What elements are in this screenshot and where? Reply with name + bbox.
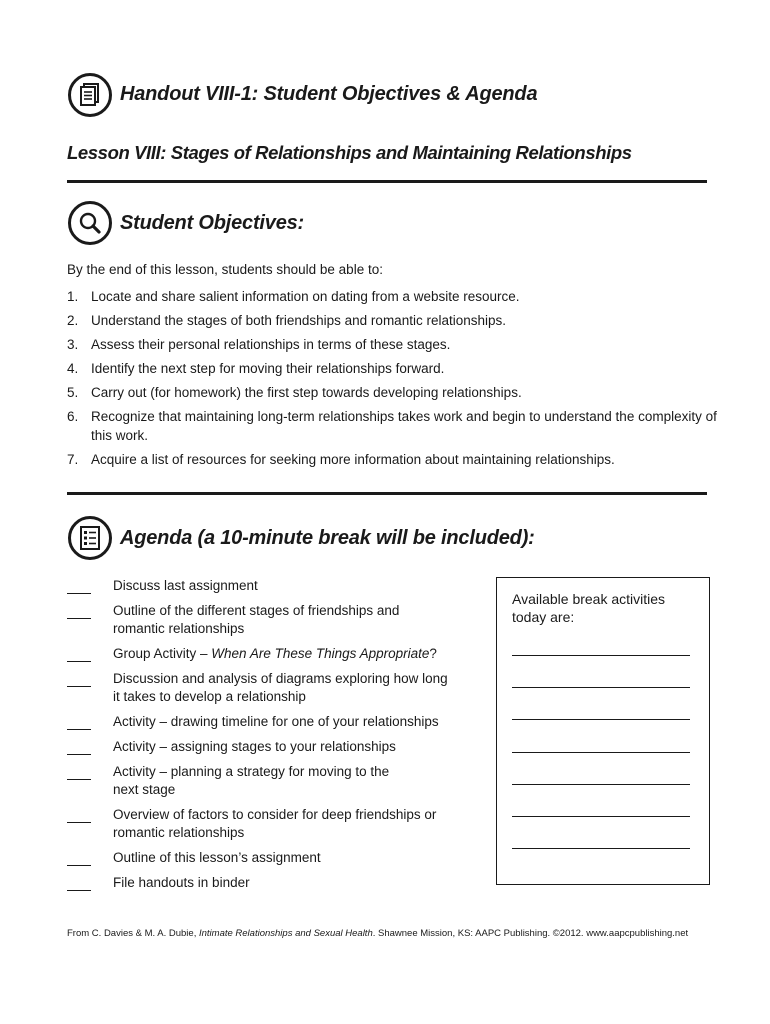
item-text: File handouts in binder <box>113 875 250 890</box>
handout-title: Handout VIII-1: Student Objectives & Agenda <box>120 83 538 105</box>
footer-suffix: . Shawnee Mission, KS: AAPC Publishing. ©2012. www.aapcpublishing.net <box>372 928 689 939</box>
item-text: Acquire a list of resources for seeking more information about maintaining relationships. <box>91 452 615 467</box>
list-item <box>67 602 497 638</box>
agenda-heading: Agenda (a 10-minute break will be included): <box>120 527 535 549</box>
write-in-line[interactable] <box>512 719 690 720</box>
item-number: 5. <box>67 385 79 400</box>
item-number: 3. <box>67 337 79 352</box>
agenda-list <box>67 577 497 899</box>
list-item <box>67 311 717 330</box>
list-item <box>67 849 497 867</box>
item-text-italic: When Are These Things Appropriate <box>211 646 430 661</box>
item-text: Outline of this lesson’s assignment <box>113 850 321 865</box>
item-number: 2. <box>67 313 79 328</box>
list-item <box>67 806 497 842</box>
checkoff-blank <box>67 876 91 891</box>
objectives-intro: By the end of this lesson, students should be able to: <box>67 262 383 277</box>
checkoff-blank <box>67 604 91 619</box>
write-in-line[interactable] <box>512 687 690 688</box>
break-activities-title: Available break activities today are: <box>512 591 666 625</box>
item-text: Activity – drawing timeline for one of your relationships <box>113 714 439 729</box>
list-item <box>67 407 717 445</box>
item-text <box>113 645 497 663</box>
item-text: Activity – planning a strategy for moving to the next stage <box>113 764 390 797</box>
write-in-line[interactable] <box>512 784 690 785</box>
document-icon <box>68 73 112 117</box>
write-in-line[interactable] <box>512 655 690 656</box>
list-item <box>67 874 497 892</box>
item-text: Discuss last assignment <box>113 578 258 593</box>
item-text: Recognize that maintaining long-term relationships takes work and begin to understand the complexity of this work. <box>91 409 717 443</box>
item-number: 7. <box>67 452 79 467</box>
item-text: Overview of factors to consider for deep friendships or romantic relationships <box>113 807 437 840</box>
list-item <box>67 383 717 402</box>
checkoff-blank <box>67 851 91 866</box>
list-item <box>67 670 497 706</box>
checklist-icon <box>68 516 112 560</box>
list-item <box>67 335 717 354</box>
list-item <box>67 713 497 731</box>
item-text: Assess their personal relationships in terms of these stages. <box>91 337 451 352</box>
checkoff-blank <box>67 808 91 823</box>
break-activities-box <box>496 577 710 885</box>
checkoff-blank <box>67 647 91 662</box>
write-in-line[interactable] <box>512 848 690 849</box>
list-item <box>67 645 497 663</box>
write-in-line[interactable] <box>512 752 690 753</box>
citation-footer <box>67 928 688 939</box>
item-text-before: Group Activity – <box>113 646 212 661</box>
item-number: 6. <box>67 409 79 424</box>
item-text: Outline of the different stages of friendships and romantic relationships <box>113 603 400 636</box>
item-text: Discussion and analysis of diagrams exploring how long it takes to develop a relationship <box>113 671 448 704</box>
item-text-after: ? <box>429 646 437 661</box>
write-in-line[interactable] <box>512 816 690 817</box>
item-text: Understand the stages of both friendships and romantic relationships. <box>91 313 506 328</box>
objectives-list <box>67 287 717 474</box>
list-item <box>67 763 497 799</box>
checkoff-blank <box>67 765 91 780</box>
item-text: Identify the next step for moving their relationships forward. <box>91 361 445 376</box>
list-item <box>67 450 717 469</box>
checkoff-blank <box>67 672 91 687</box>
checkoff-blank <box>67 740 91 755</box>
list-item <box>67 577 497 595</box>
checkoff-blank <box>67 715 91 730</box>
item-number: 4. <box>67 361 79 376</box>
checkoff-blank <box>67 579 91 594</box>
list-item <box>67 287 717 306</box>
objectives-heading: Student Objectives: <box>120 212 305 234</box>
footer-prefix: From C. Davies & M. A. Dubie, <box>67 928 199 939</box>
item-number: 1. <box>67 289 79 304</box>
item-text: Locate and share salient information on dating from a website resource. <box>91 289 520 304</box>
lesson-title: Lesson VIII: Stages of Relationships and Maintaining Relationships <box>67 142 632 163</box>
item-text: Carry out (for homework) the first step towards developing relationships. <box>91 385 522 400</box>
item-text: Activity – assigning stages to your relationships <box>113 739 396 754</box>
footer-book-title: Intimate Relationships and Sexual Health <box>198 928 373 939</box>
list-item <box>67 359 717 378</box>
divider <box>67 492 707 495</box>
list-item <box>67 738 497 756</box>
divider <box>67 180 707 183</box>
magnifier-icon <box>68 201 112 245</box>
